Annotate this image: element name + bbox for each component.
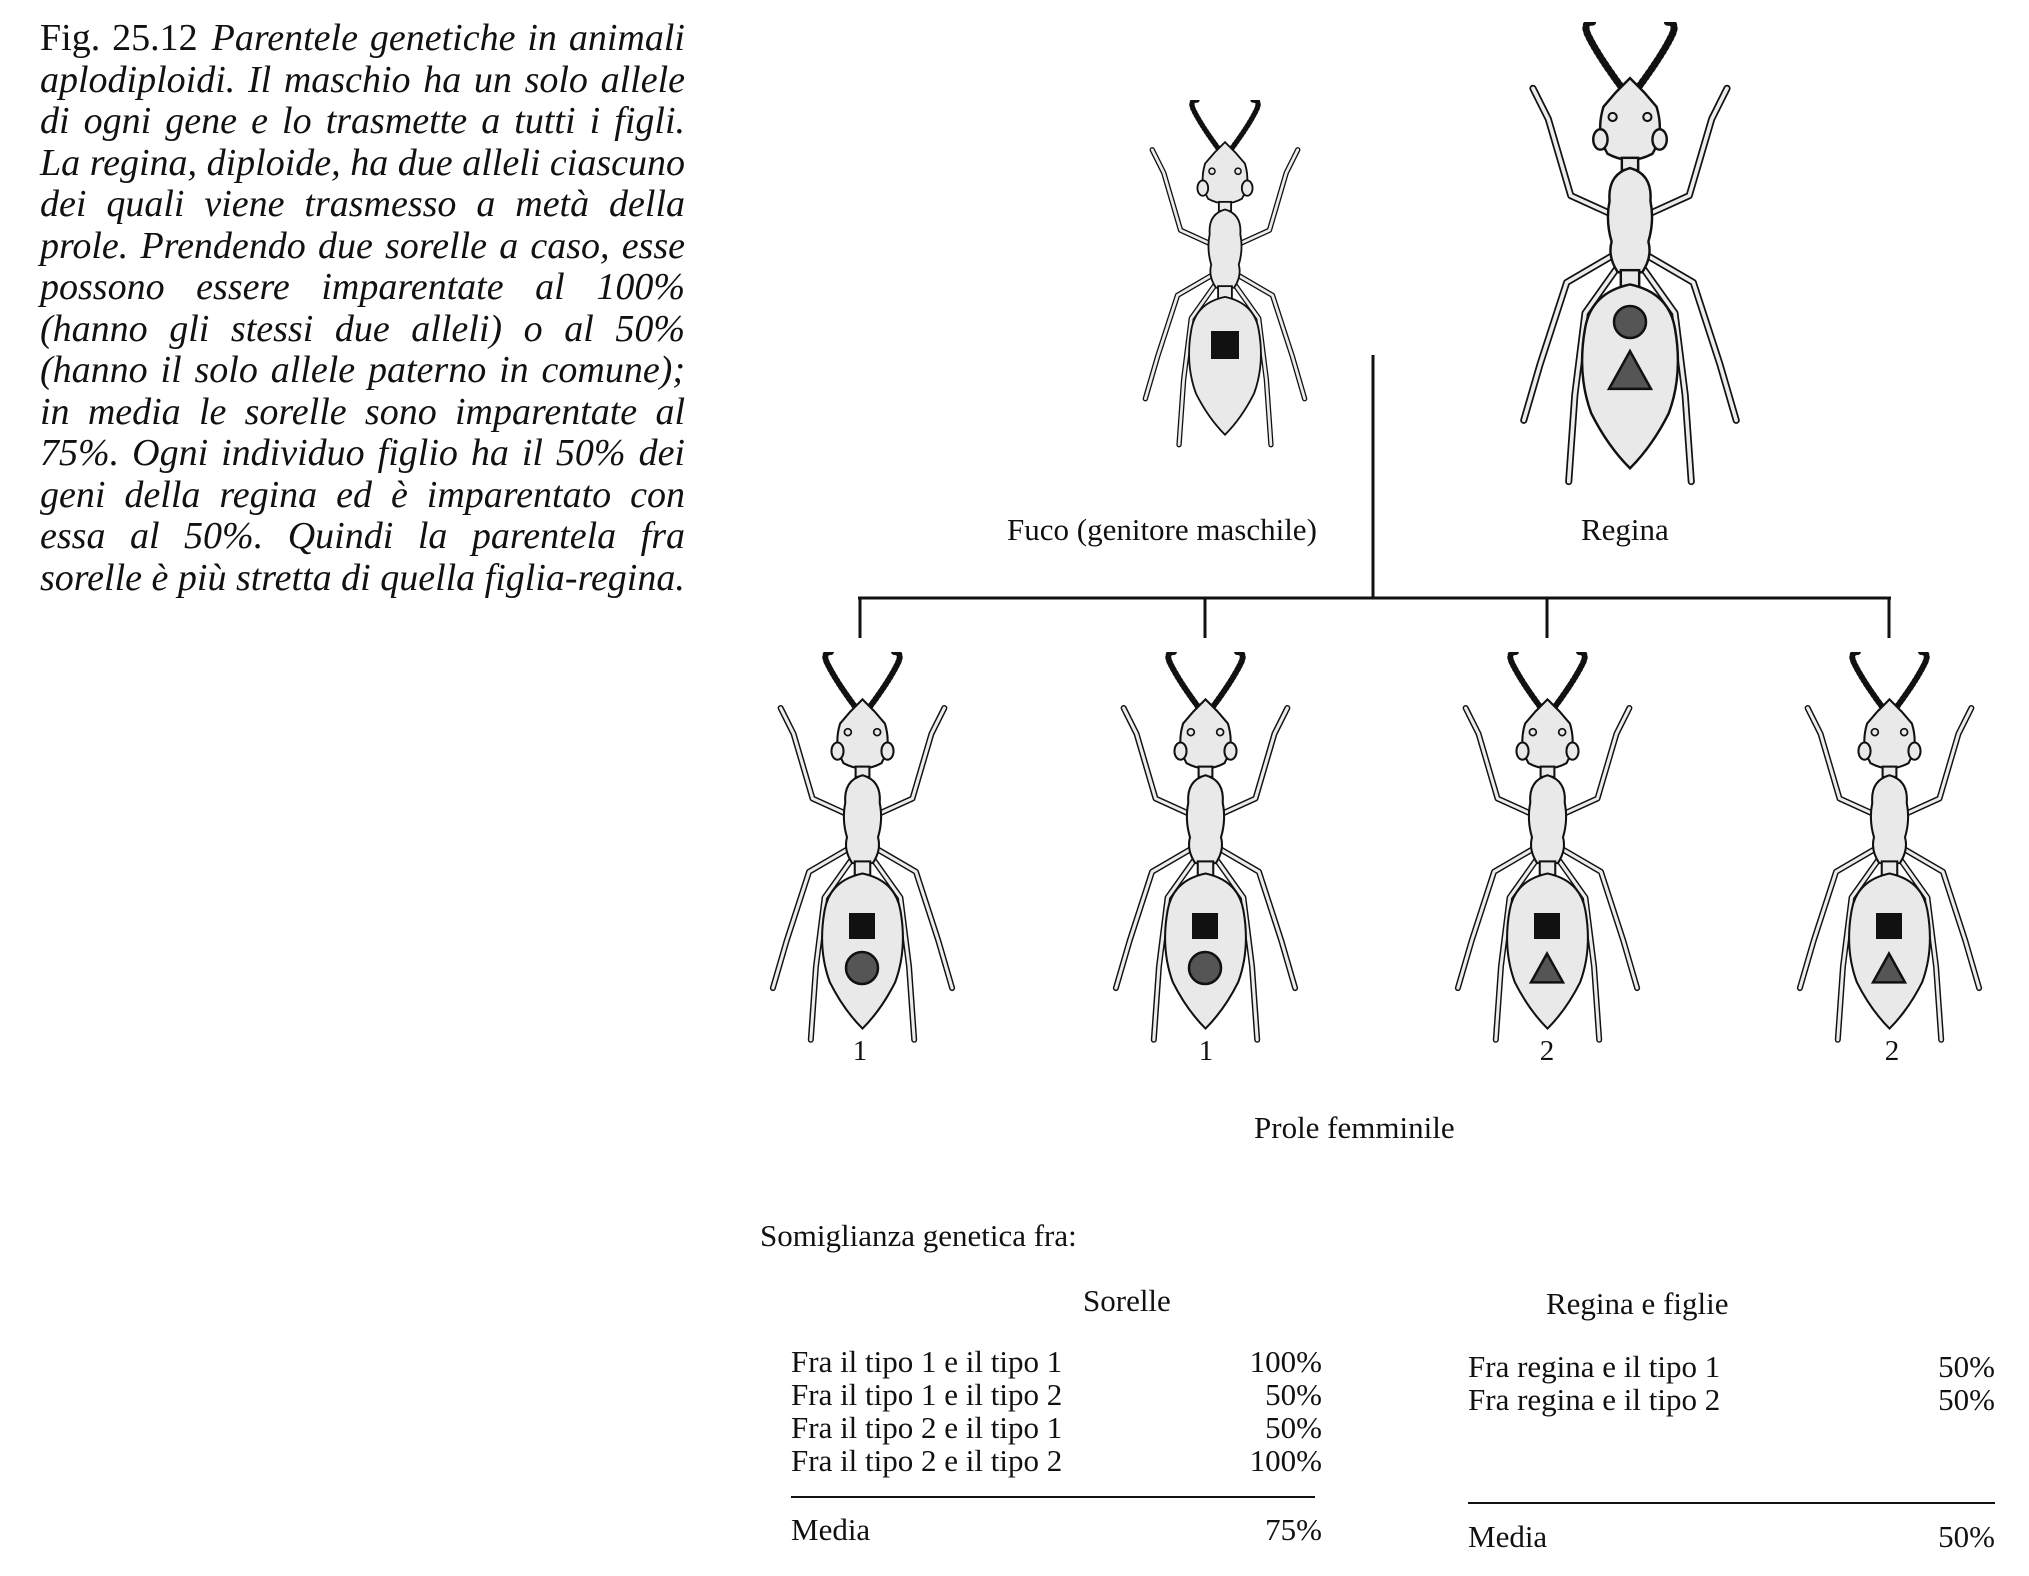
circle-allele-marker bbox=[1614, 306, 1646, 338]
drone-label: Fuco (genitore maschile) bbox=[1007, 512, 1317, 547]
offspring-type-label: 2 bbox=[1884, 1035, 1900, 1067]
sisters-mean-value: 75% bbox=[1265, 1512, 1322, 1547]
queen-mean-label: Media bbox=[1468, 1519, 1548, 1554]
queen-row-label: Fra regina e il tipo 2 bbox=[1468, 1382, 1721, 1417]
sisters-row-label: Fra il tipo 1 e il tipo 1 bbox=[791, 1344, 1063, 1379]
queen-mean-value: 50% bbox=[1938, 1519, 1995, 1554]
similarity-heading: Somiglianza genetica fra: bbox=[760, 1218, 1077, 1253]
offspring-type-label: 1 bbox=[1198, 1035, 1214, 1067]
sisters-row-value: 100% bbox=[1249, 1344, 1322, 1379]
offspring-type-label: 1 bbox=[852, 1035, 868, 1067]
sisters-row-label: Fra il tipo 1 e il tipo 2 bbox=[791, 1377, 1063, 1412]
circle-allele-marker bbox=[1189, 952, 1221, 984]
sisters-title: Sorelle bbox=[1083, 1283, 1171, 1318]
queen-daughters-title: Regina e figlie bbox=[1546, 1286, 1729, 1321]
drone-ant bbox=[1145, 100, 1304, 445]
circle-allele-marker bbox=[846, 952, 878, 984]
sisters-mean-label: Media bbox=[791, 1512, 871, 1547]
square-allele-marker bbox=[1534, 913, 1560, 939]
queen-row-value: 50% bbox=[1938, 1382, 1995, 1417]
sisters-row-label: Fra il tipo 2 e il tipo 2 bbox=[791, 1443, 1063, 1478]
square-allele-marker bbox=[1192, 913, 1218, 939]
figure-number: Fig. 25.12 bbox=[40, 17, 198, 59]
square-allele-marker bbox=[1876, 913, 1902, 939]
queen-divider bbox=[1468, 1502, 1995, 1504]
square-allele-marker bbox=[849, 913, 875, 939]
caption-text: Parentele genetiche in animali aplodiploidi. Il maschio ha un solo allele di ogni gene e lo trasmette a tutti i figli. La regina, diploide, ha due alleli ciascuno dei quali viene trasmesso a metà della prole. Prendendo due sorelle a caso, esse possono essere imparentate al 100% (hanno gli stessi due alleli) o al 50% (hanno il solo allele paterno in comune); in media le sorelle sono imparentate al 75%. Ogni individuo figlio ha il 50% dei geni della regina ed è imparentato con essa al 50%. Quindi la parentela fra sorelle è più stretta di quella figlia-regina. bbox=[40, 17, 685, 599]
sisters-row-value: 50% bbox=[1265, 1377, 1322, 1412]
queen-ant bbox=[1524, 22, 1736, 482]
sisters-row-value: 50% bbox=[1265, 1410, 1322, 1445]
allele-markers bbox=[846, 306, 1905, 984]
offspring-label: Prole femminile bbox=[1254, 1110, 1455, 1145]
queen-row-value: 50% bbox=[1938, 1349, 1995, 1384]
queen-row-label: Fra regina e il tipo 1 bbox=[1468, 1349, 1721, 1384]
offspring-type-label: 2 bbox=[1539, 1035, 1555, 1067]
square-allele-marker bbox=[1211, 331, 1239, 359]
sisters-divider bbox=[791, 1496, 1315, 1498]
sisters-row-label: Fra il tipo 2 e il tipo 1 bbox=[791, 1410, 1063, 1445]
queen-label: Regina bbox=[1581, 512, 1669, 547]
sisters-row-value: 100% bbox=[1249, 1443, 1322, 1478]
pedigree-lines bbox=[858, 355, 1891, 638]
